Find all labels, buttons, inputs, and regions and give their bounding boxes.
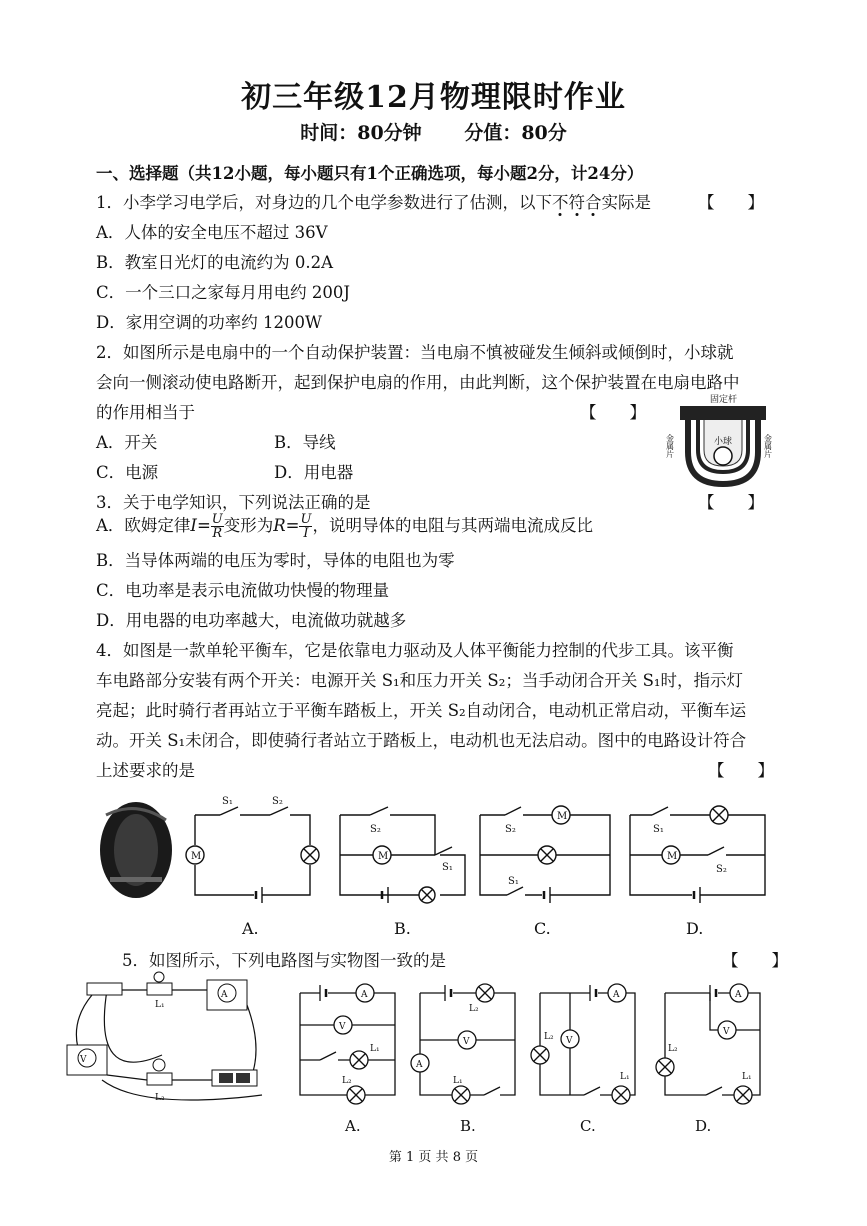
fig-label-right-plate: 金属片 xyxy=(763,434,773,458)
fig-label-rod: 固定杆 xyxy=(710,395,738,405)
page-footer: 第 1 页 共 8 页 xyxy=(388,1150,479,1165)
q2-option-c: C．电源 xyxy=(96,463,159,482)
lamp-l1-label: L₁ xyxy=(370,1044,380,1054)
q5-physical-circuit-figure xyxy=(62,975,272,1110)
exam-subtitle xyxy=(0,118,867,145)
switch-s2-label: S₂ xyxy=(272,796,283,807)
q2-option-a: A．开关 xyxy=(96,433,158,452)
q1-option-c: C．一个三口之家每月用电约 200J xyxy=(96,283,350,302)
q1-option-b: B．教室日光灯的电流约为 0.2A xyxy=(96,253,334,272)
switch-s1-label: S₁ xyxy=(222,796,233,807)
q3-option-c: C．电功率是表示电流做功快慢的物理量 xyxy=(96,581,390,600)
q2-stem-line3: 的作用相当于 xyxy=(96,403,195,422)
q4-stem-line3: 亮起；此时骑行者再站立于平衡车踏板上，开关 S₂自动闭合，电动机正常启动，平衡车运 xyxy=(96,701,747,720)
ammeter-label: A xyxy=(361,990,368,1000)
ammeter-label: A xyxy=(613,990,620,1000)
lamp-l1-label: L₁ xyxy=(742,1072,752,1082)
voltmeter-label: V xyxy=(463,1037,470,1047)
section-heading: 一、选择题（共12小题，每小题只有1个正确选项，每小题2分，计24分） xyxy=(96,164,644,183)
q4-option-a-label: A. xyxy=(242,919,259,938)
q4-stem-line4: 动。开关 S₁未闭合，即使骑行者站立于踏板上，电动机也无法启动。图中的电路设计符合 xyxy=(96,731,747,750)
switch-s1-label: S₁ xyxy=(653,824,664,835)
q5-option-d-label: D. xyxy=(695,1117,712,1135)
q3-option-d: D．用电器的电功率越大，电流做功就越多 xyxy=(96,611,407,630)
q2-protection-device-figure xyxy=(665,392,778,490)
q4-option-c-label: C. xyxy=(534,919,551,938)
ammeter-label: A xyxy=(416,1060,423,1070)
motor-symbol: M xyxy=(378,851,389,862)
q2-option-d: D．用电器 xyxy=(274,463,354,482)
q3-option-a: A．欧姆定律I= $\frac{U}{R}$ 变形为R= $\frac{U}{I}$ ，说明导体的电阻与其两端电流成反比 xyxy=(96,512,593,541)
fig-label-ball: 小球 xyxy=(714,437,733,447)
switch-s2-label: S₂ xyxy=(505,824,516,835)
q4-stem-line2: 车电路部分安装有两个开关：电源开关 S₁和压力开关 S₂；当手动闭合开关 S₁时，指示灯 xyxy=(96,671,743,690)
page-title: 初三年级12月物理限时作业 xyxy=(241,80,626,115)
physical-voltmeter-label: V xyxy=(80,1055,87,1065)
q5-option-a-label: A. xyxy=(345,1117,361,1135)
q4-circuit-figures xyxy=(180,790,780,940)
q3-answer-bracket[interactable]: 【 】 xyxy=(698,493,764,512)
motor-symbol: M xyxy=(557,811,568,822)
q2-stem-line1: 2．如图所示是电扇中的一个自动保护装置：当电扇不慎被碰发生倾斜或倾倒时，小球就 xyxy=(96,343,734,362)
voltmeter-label: V xyxy=(723,1027,730,1037)
q4-option-d-label: D. xyxy=(686,919,704,938)
q4-stem-line5: 上述要求的是 xyxy=(96,761,195,780)
physical-ammeter-label: A xyxy=(221,990,228,1000)
exam-score: 分值：80分 xyxy=(464,122,567,144)
q2-answer-bracket[interactable]: 【 】 xyxy=(580,403,646,422)
q5-answer-bracket[interactable]: 【 】 xyxy=(722,951,788,970)
q3-stem: 3．关于电学知识，下列说法正确的是 xyxy=(96,493,371,512)
ammeter-label: A xyxy=(735,990,742,1000)
switch-s2-label: S₂ xyxy=(370,824,381,835)
voltmeter-label: V xyxy=(566,1036,573,1046)
lamp-l2-label: L₂ xyxy=(668,1044,678,1054)
motor-symbol: M xyxy=(191,851,202,862)
voltmeter-label: V xyxy=(339,1022,346,1032)
motor-symbol: M xyxy=(667,851,678,862)
q1-answer-bracket[interactable]: 【 】 xyxy=(698,193,764,212)
q5-option-b-label: B. xyxy=(460,1117,476,1135)
q1-option-a: A．人体的安全电压不超过 36V xyxy=(96,223,328,242)
q4-option-b-label: B. xyxy=(394,919,411,938)
fig-label-left-plate: 金属片 xyxy=(665,434,675,458)
lamp-l2-label: L₂ xyxy=(469,1004,479,1014)
switch-s1-label: S₁ xyxy=(508,876,519,887)
q5-stem: 5．如图所示，下列电路图与实物图一致的是 xyxy=(122,951,446,970)
q4-answer-bracket[interactable]: 【 】 xyxy=(708,761,774,780)
fraction-u-over-i: $\frac{U}{I}$ xyxy=(300,512,312,541)
q2-option-b: B．导线 xyxy=(274,433,336,452)
lamp-l2-label: L₂ xyxy=(544,1032,554,1042)
physical-l1-label: L₁ xyxy=(155,1000,165,1010)
q4-stem-line1: 4．如图是一款单轮平衡车，它是依靠电力驱动及人体平衡能力控制的代步工具。该平衡 xyxy=(96,641,734,660)
exam-time: 时间：80分钟 xyxy=(300,122,422,144)
q1-option-d: D．家用空调的功率约 1200W xyxy=(96,313,322,332)
switch-s1-label: S₁ xyxy=(442,862,453,873)
q5-option-c-label: C. xyxy=(580,1117,596,1135)
q2-stem-line2: 会向一侧滚动使电路断开，起到保护电扇的作用，由此判断，这个保护装置在电扇电路中 xyxy=(96,373,740,392)
q5-circuit-options xyxy=(290,975,805,1135)
lamp-l1-label: L₁ xyxy=(620,1072,630,1082)
q3-option-b: B．当导体两端的电压为零时，导体的电阻也为零 xyxy=(96,551,455,570)
lamp-l2-label: L₂ xyxy=(342,1076,352,1086)
switch-s2-label: S₂ xyxy=(716,864,727,875)
q4-unicycle-photo xyxy=(96,795,176,905)
fraction-u-over-r: $\frac{U}{R}$ xyxy=(211,512,223,541)
physical-l2-label: L₂ xyxy=(155,1093,165,1103)
q1-stem: 1．小李学习电学后，对身边的几个电学参数进行了估测，以下不符合实际是 xyxy=(96,193,651,212)
lamp-l1-label: L₁ xyxy=(453,1076,463,1086)
